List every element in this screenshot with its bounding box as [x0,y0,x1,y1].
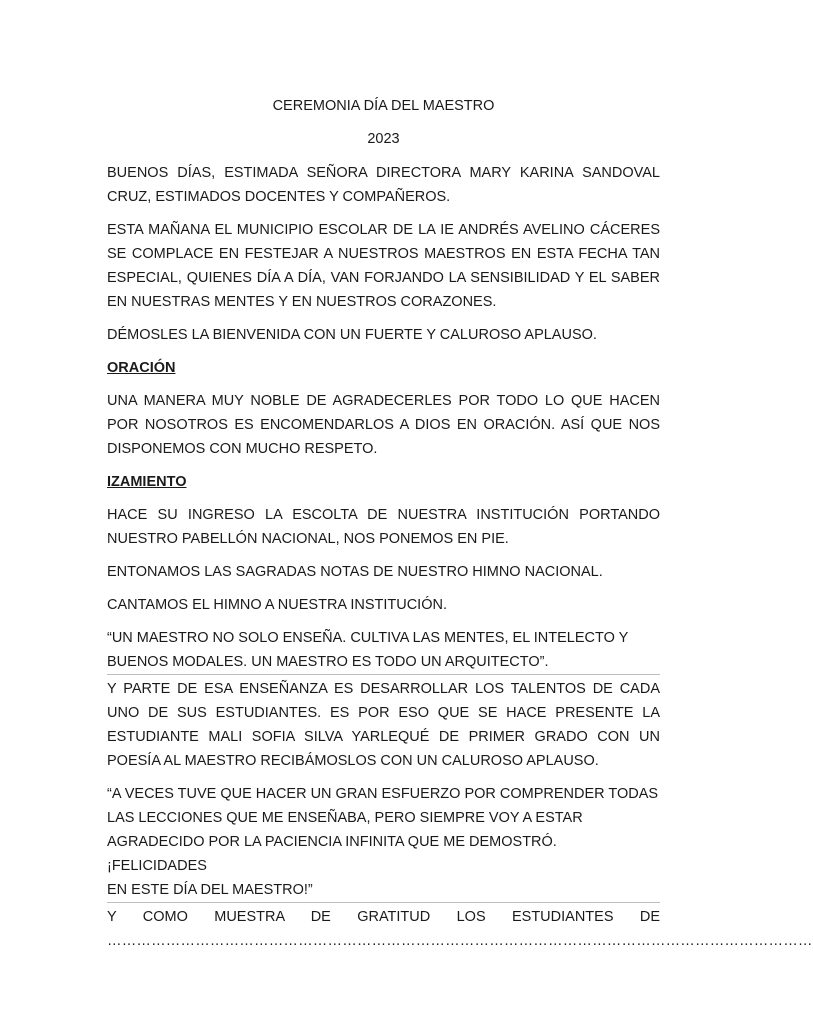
document-year: 2023 [367,131,400,147]
quote-maestro [107,626,660,674]
quote-line: LAS LECCIONES QUE ME ENSEÑABA, PERO SIEMPRE VOY A ESTAR [107,810,583,826]
paragraph-oracion: UNA MANERA MUY NOBLE DE AGRADECERLES POR TODO LO QUE HACEN POR NOSOTROS ES ENCOMENDARLOS A DIOS EN ORACIÓN. ASÍ QUE NOS DISPONEMOS CON MUCHO RESPETO. [107,393,660,457]
divider [107,674,660,675]
paragraph-greeting: BUENOS DÍAS, ESTIMADA SEÑORA DIRECTORA MARY KARINA SANDOVAL CRUZ, ESTIMADOS DOCENTES Y COMPAÑEROS. [107,165,660,205]
paragraph-himno-nacional: ENTONAMOS LAS SAGRADAS NOTAS DE NUESTRO HIMNO NACIONAL. [107,564,603,580]
paragraph-poesia: Y PARTE DE ESA ENSEÑANZA ES DESARROLLAR LOS TALENTOS DE CADA UNO DE SUS ESTUDIANTES. ES POR ESO QUE SE HACE PRESENTE LA ESTUDIANTE MALI SOFIA SILVA YARLEQUÉ DE PRIMER GRADO CON UN POESÍA AL MAESTRO RECIBÁMOSLOS CON UN CALUROSO APLAUSO. [107,681,660,769]
paragraph-welcome: DÉMOSLES LA BIENVENIDA CON UN FUERTE Y CALUROSO APLAUSO. [107,327,597,343]
heading-oracion: ORACIÓN [107,360,176,376]
quote-line: EN ESTE DÍA DEL MAESTRO!” [107,882,313,898]
paragraph-gratitud: Y COMO MUESTRA DE GRATITUD LOS ESTUDIANTES DE [107,909,660,925]
quote-line: “UN MAESTRO NO SOLO ENSEÑA. CULTIVA LAS MENTES, EL INTELECTO Y [107,630,629,646]
quote-line: BUENOS MODALES. UN MAESTRO ES TODO UN ARQUITECTO”. [107,654,549,670]
paragraph-escolta: HACE SU INGRESO LA ESCOLTA DE NUESTRA INSTITUCIÓN PORTANDO NUESTRO PABELLÓN NACIONAL, NOS PONEMOS EN PIE. [107,507,660,547]
divider [107,902,660,903]
paragraph-intro: ESTA MAÑANA EL MUNICIPIO ESCOLAR DE LA IE ANDRÉS AVELINO CÁCERES SE COMPLACE EN FESTEJAR A NUESTROS MAESTROS EN ESTA FECHA TAN ESPECIAL, QUIENES DÍA A DÍA, VAN FORJANDO LA SENSIBILIDAD Y EL SABER EN NUESTRAS MENTES Y EN NUESTROS CORAZONES. [107,222,660,310]
document-title: CEREMONIA DÍA DEL MAESTRO [272,98,495,114]
document-page [107,94,813,953]
heading-izamiento: IZAMIENTO [107,474,187,490]
dotted-fill-line: ……………………………………………………………………………………………………………………………… [107,933,813,949]
paragraph-himno-institucion: CANTAMOS EL HIMNO A NUESTRA INSTITUCIÓN. [107,597,447,613]
quote-line: “A VECES TUVE QUE HACER UN GRAN ESFUERZO POR COMPRENDER TODAS [107,786,659,802]
quote-line: AGRADECIDO POR LA PACIENCIA INFINITA QUE ME DEMOSTRÓ. ¡FELICIDADES [107,834,557,874]
quote-estudiante [107,782,660,902]
